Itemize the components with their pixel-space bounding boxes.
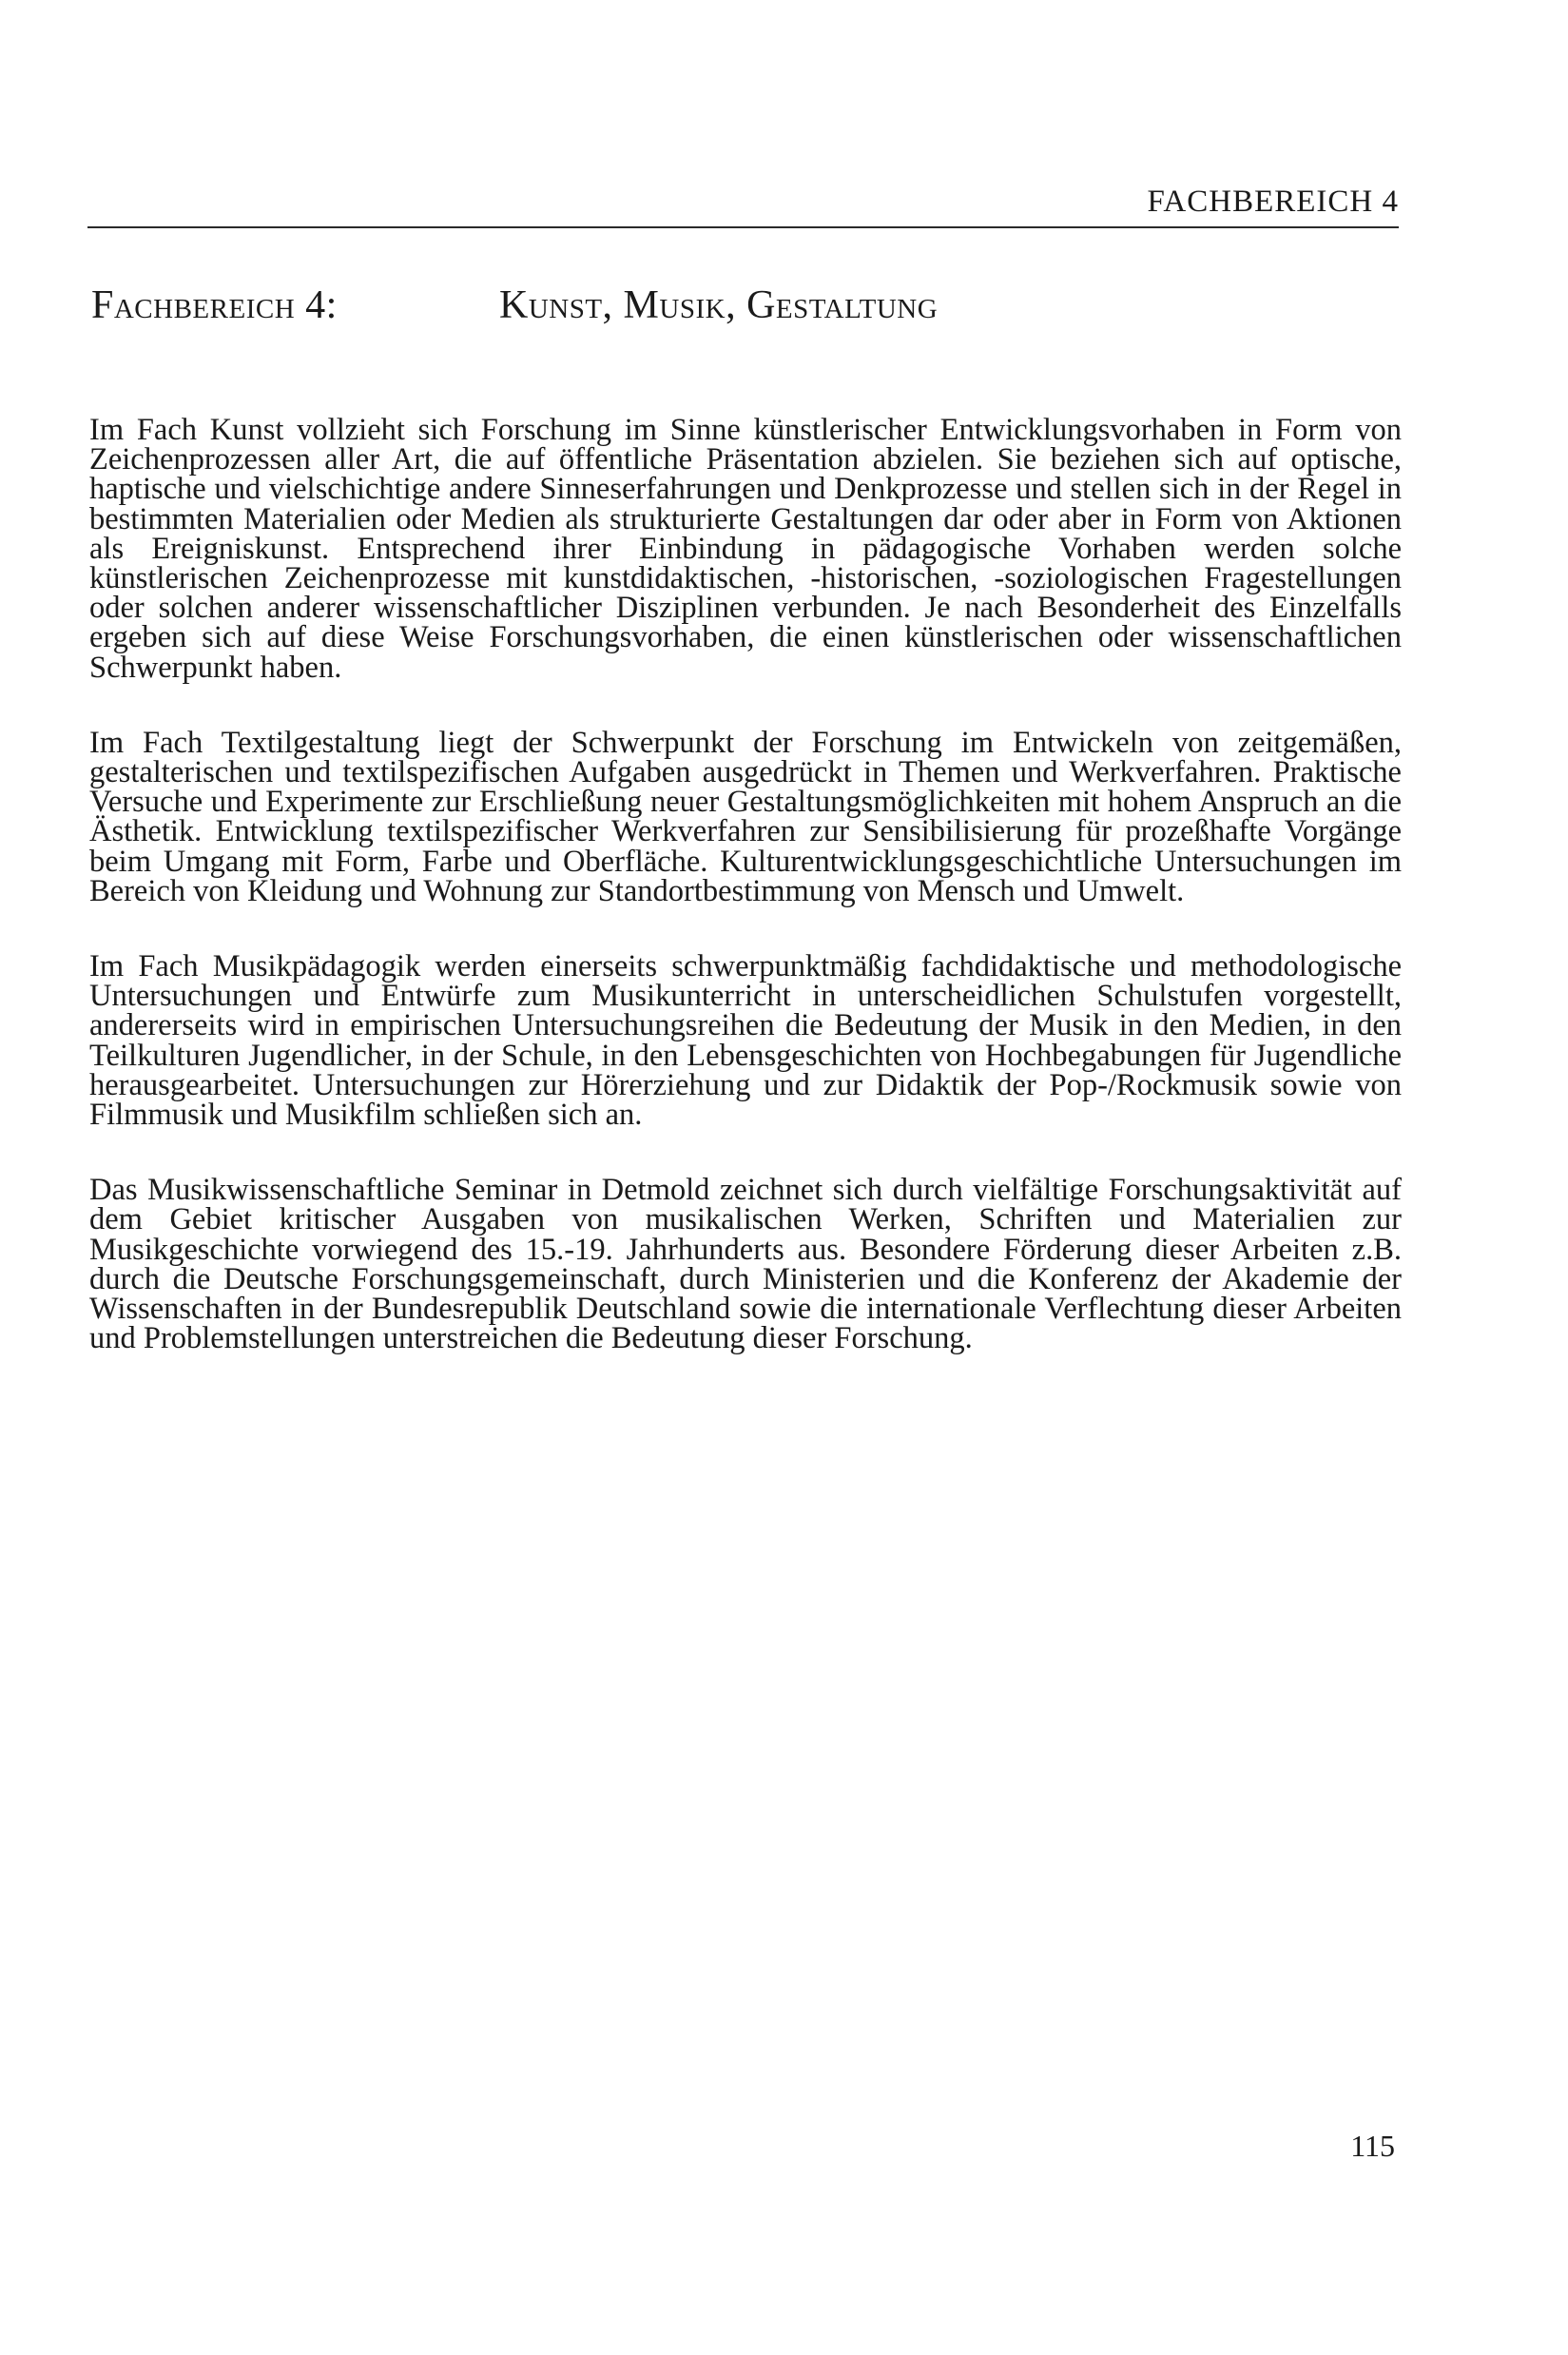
chapter-subject: Kunst, Musik, Gestaltung [499, 283, 939, 327]
page-number: 115 [1350, 2129, 1395, 2163]
paragraph-musikpaedagogik: Im Fach Musikpädagogik werden einerseits schwerpunktmäßig fachdidaktische und methodologische Untersuchungen und Entwürfe zum Musikunterricht in unterscheidlichen Schulstufen vorgestellt, andererseits wird in empirischen Untersuchungsreihen die Bedeutung der Musik in den Medien, in den Teilkulturen Jugendlicher, in der Schule, in den Lebensgeschichten von Hochbegabungen für Jugendliche herausgearbeitet. Untersuchungen zur Hörerziehung und zur Didaktik der Pop-/Rockmusik sowie von Filmmusik und Musikfilm schließen sich an. [89, 949, 1402, 1133]
paragraph-kunst: Im Fach Kunst vollzieht sich Forschung im Sinne künstlerischer Entwicklungsvorhaben in Form von Zeichenprozessen aller Art, die auf öffentliche Präsentation abzielen. Sie beziehen sich auf optische, haptische und vielschichtige andere Sinneserfahrungen und Denkprozesse und stellen sich in der Regel in bestimmten Materialien oder Medien als strukturierte Gestaltungen dar oder aber in Form von Aktionen als Ereigniskunst. Entsprechend ihrer Einbindung in pädagogische Vorhaben werden solche künstlerischen Zeichenprozesse mit kunstdidaktischen, -historischen, -soziologischen Fragestellungen oder solchen anderer wissenschaftlicher Disziplinen verbunden. Je nach Besonderheit des Einzelfalls ergeben sich auf diese Weise Forschungsvorhaben, die einen künstlerischen oder wissenschaftlichen Schwerpunkt haben. [89, 413, 1402, 685]
body-text [89, 413, 1402, 1399]
header-rule [87, 226, 1399, 228]
chapter-title [91, 285, 1423, 342]
running-head: FACHBEREICH 4 [1147, 185, 1399, 219]
paragraph-musikwissenschaft: Das Musikwissenschaftliche Seminar in Detmold zeichnet sich durch vielfältige Forschungsaktivität auf dem Gebiet kritischer Ausgaben von musikalischen Werken, Schriften und Materialien zur Musikgeschichte vorwiegend des 15.-19. Jahrhunderts aus. Besondere Förderung dieser Arbeiten z.B. durch die Deutsche Forschungsgemeinschaft, durch Ministerien und die Konferenz der Akademie der Wissenschaften in der Bundesrepublik Deutschland sowie die internationale Verflechtung dieser Arbeiten und Problemstellungen unterstreichen die Bedeutung dieser Forschung. [89, 1173, 1402, 1356]
chapter-label: Fachbereich 4: [91, 283, 338, 327]
paragraph-textilgestaltung: Im Fach Textilgestaltung liegt der Schwerpunkt der Forschung im Entwickeln von zeitgemäßen, gestalterischen und textilspezifischen Aufgaben ausgedrückt in Themen und Werkverfahren. Praktische Versuche und Experimente zur Erschließung neuer Gestaltungsmöglichkeiten mit hohem Anspruch an die Ästhetik. Entwicklung textilspezifischer Werkverfahren zur Sensibilisierung für prozeßhafte Vorgänge beim Umgang mit Form, Farbe und Oberfläche. Kulturentwicklungsgeschichtliche Untersuchungen im Bereich von Kleidung und Wohnung zur Standortbestimmung von Mensch und Umwelt. [89, 725, 1402, 908]
